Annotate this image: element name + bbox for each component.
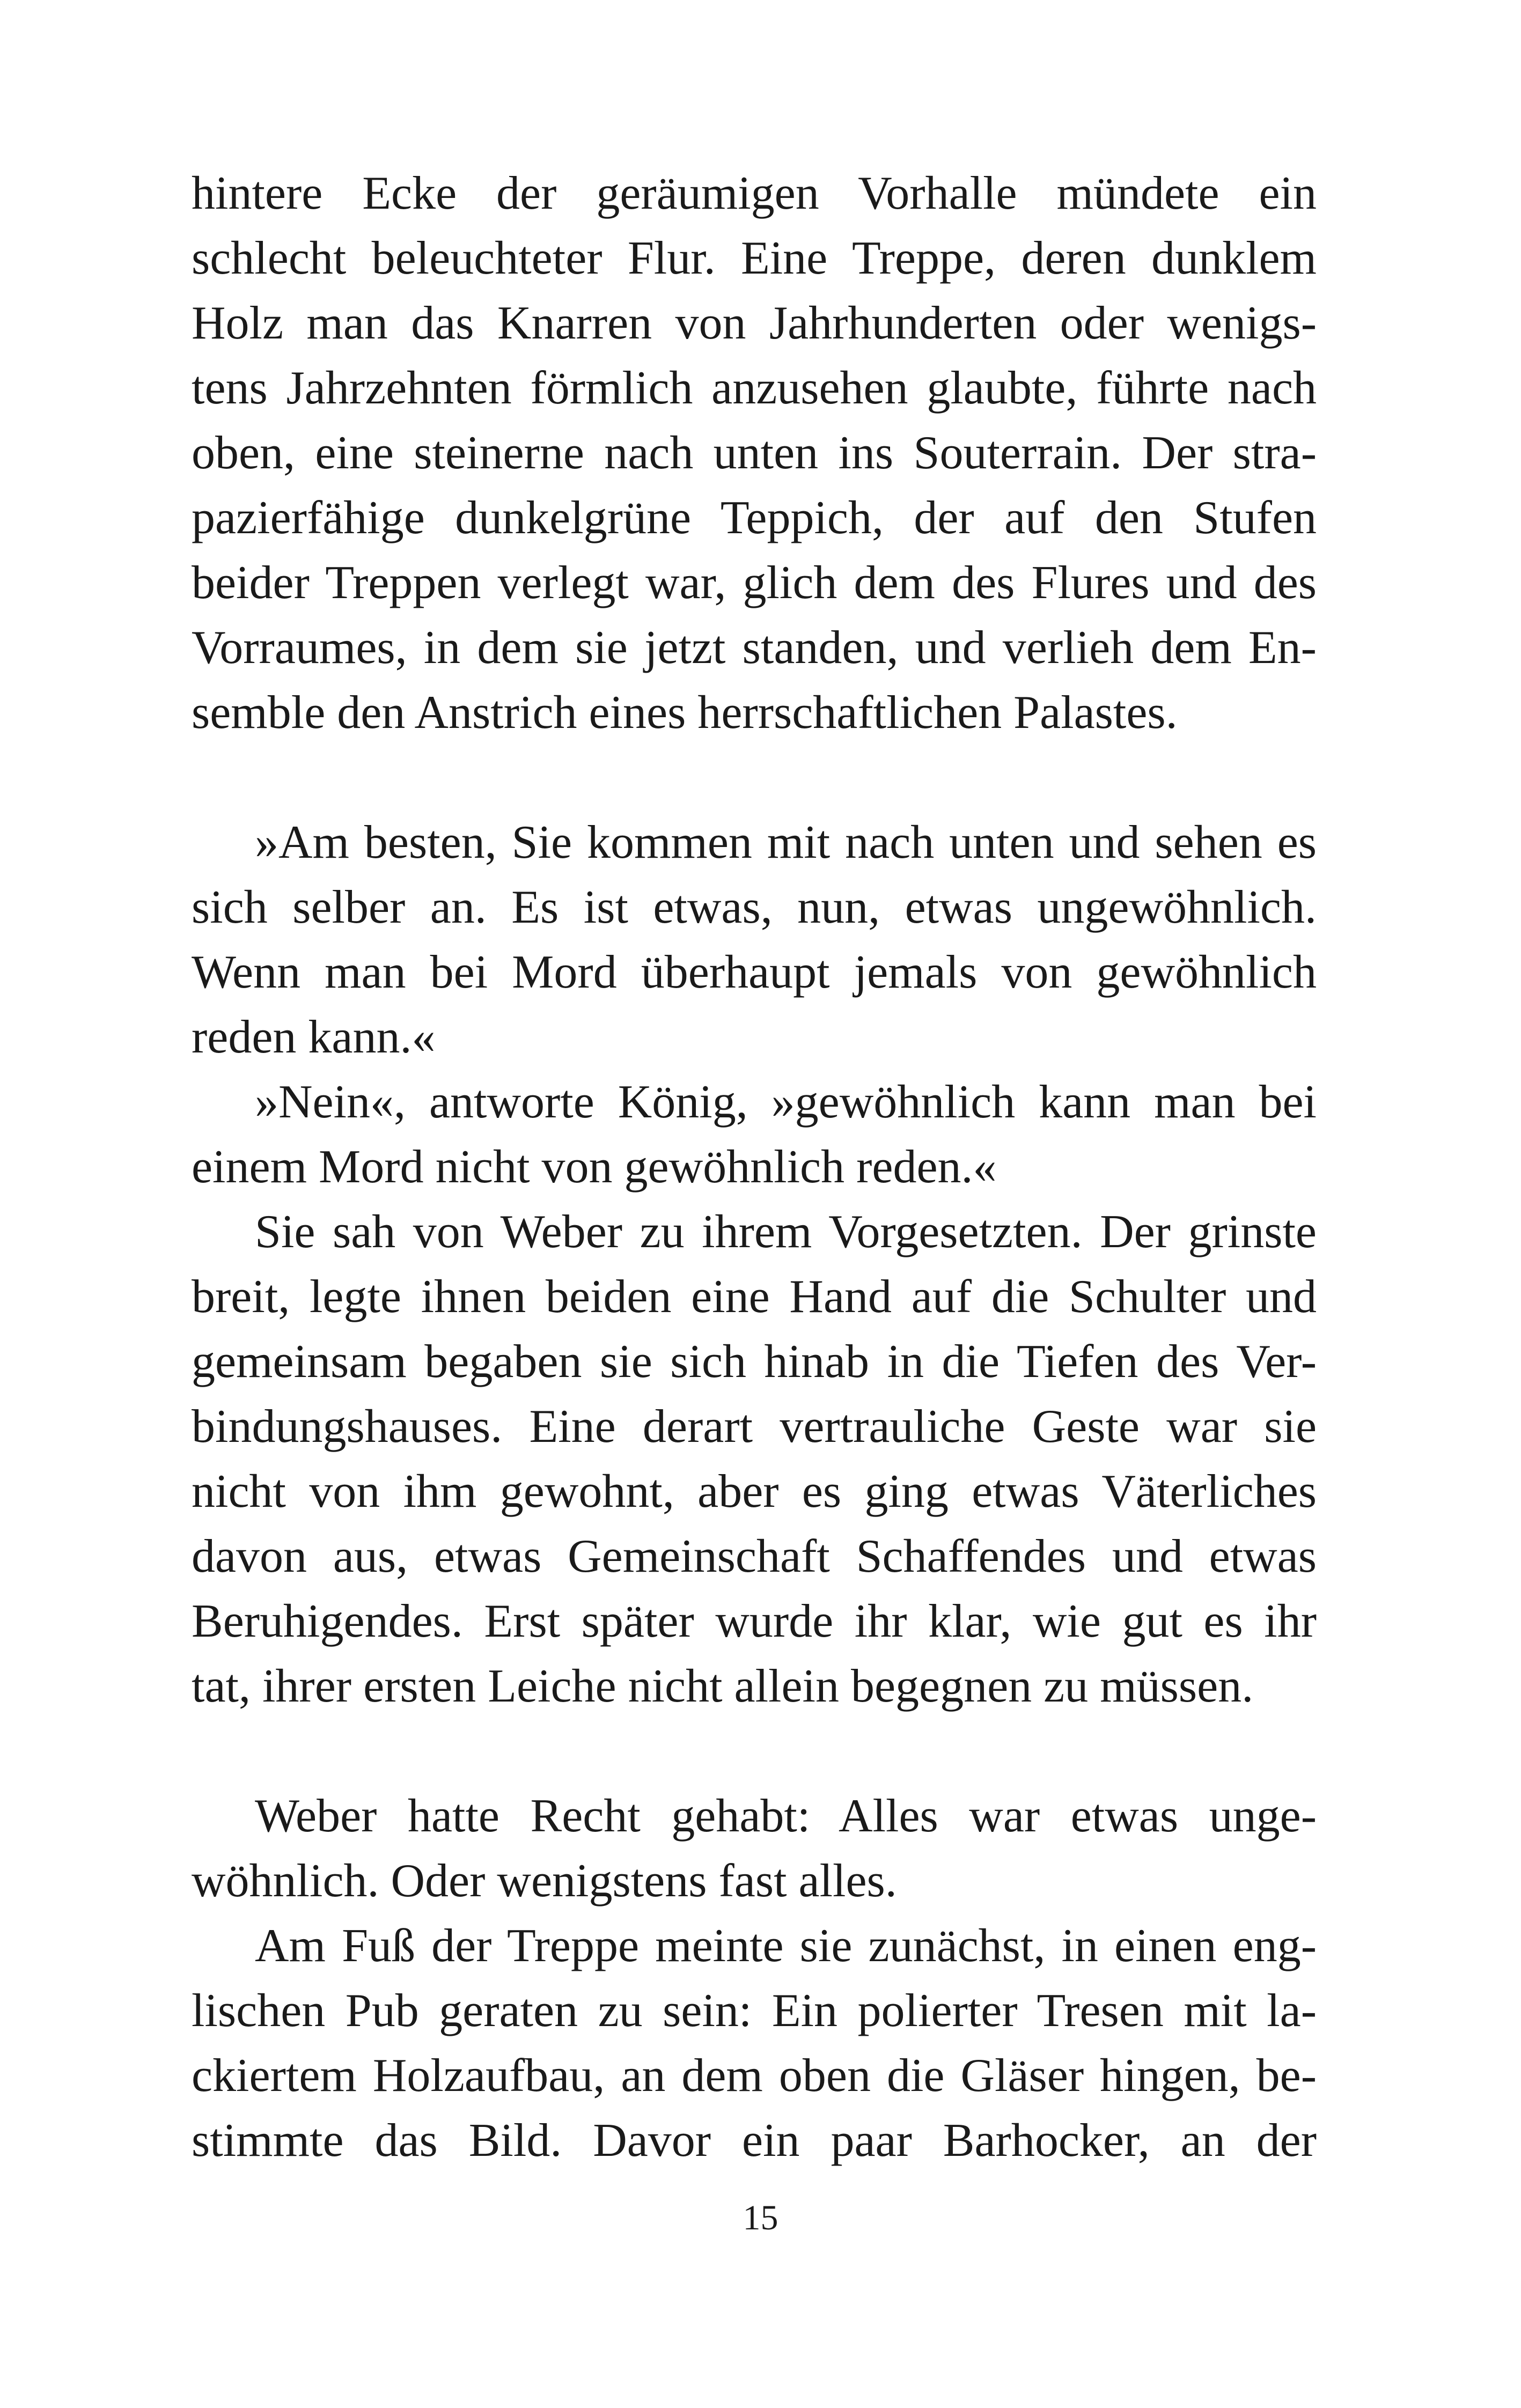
text-line: beider Treppen verlegt war, glich dem des Flures und des	[192, 557, 1317, 609]
text-line: Beruhigendes. Erst später wurde ihr klar, wie gut es ihr	[192, 1595, 1317, 1647]
page-number: 15	[743, 2198, 778, 2237]
section-break	[192, 1719, 1317, 1784]
text-line: wöhnlich. Oder wenigstens fast alles.	[192, 1855, 897, 1907]
text-line: breit, legte ihnen beiden eine Hand auf die Schulter und	[192, 1271, 1317, 1323]
text-line: pazierfähige dunkelgrüne Teppich, der auf den Stufen	[192, 492, 1317, 544]
text-line: Sie sah von Weber zu ihrem Vorgesetzten. Der grinste	[255, 1206, 1317, 1258]
paragraph-3	[192, 1070, 1317, 1199]
section-break	[192, 745, 1317, 810]
text-line: schlecht beleuchteter Flur. Eine Treppe, deren dunklem	[192, 232, 1317, 284]
text-line: gemeinsam begaben sie sich hinab in die Tiefen des Ver-	[192, 1336, 1317, 1388]
paragraph-2	[192, 810, 1317, 1070]
paragraph-6	[192, 1913, 1317, 2173]
paragraph-5	[192, 1784, 1317, 1913]
text-line: ckiertem Holzaufbau, an dem oben die Gläser hingen, be-	[192, 2050, 1317, 2102]
text-line: »Nein«, antworte König, »gewöhnlich kann man bei	[255, 1076, 1317, 1128]
paragraph-4	[192, 1199, 1317, 1719]
text-line: davon aus, etwas Gemeinschaft Schaffendes und etwas	[192, 1530, 1317, 1582]
text-line: tens Jahrzehnten förmlich anzusehen glaubte, führte nach	[192, 362, 1317, 414]
text-line: nicht von ihm gewohnt, aber es ging etwas Väterliches	[192, 1466, 1317, 1518]
text-line: stimmte das Bild. Davor ein paar Barhocker, an der	[192, 2115, 1317, 2167]
text-line: Weber hatte Recht gehabt: Alles war etwas unge-	[255, 1790, 1317, 1842]
text-line: Vorraumes, in dem sie jetzt standen, und verlieh dem En-	[192, 622, 1317, 674]
text-line: Holz man das Knarren von Jahrhunderten oder wenigs-	[192, 297, 1317, 349]
text-line: Wenn man bei Mord überhaupt jemals von gewöhnlich	[192, 946, 1317, 998]
text-line: »Am besten, Sie kommen mit nach unten und sehen es	[255, 816, 1317, 868]
text-line: bindungshauses. Eine derart vertrauliche Geste war sie	[192, 1401, 1317, 1453]
text-line: hintere Ecke der geräumigen Vorhalle mündete ein	[192, 167, 1317, 219]
text-line: Am Fuß der Treppe meinte sie zunächst, in einen eng-	[255, 1920, 1317, 1972]
text-line: tat, ihrer ersten Leiche nicht allein begegnen zu müssen.	[192, 1660, 1254, 1712]
text-line: lischen Pub geraten zu sein: Ein polierter Tresen mit la-	[192, 1985, 1317, 2037]
text-line: oben, eine steinerne nach unten ins Souterrain. Der stra-	[192, 427, 1317, 479]
page-body	[192, 161, 1317, 2173]
text-line: reden kann.«	[192, 1011, 436, 1063]
paragraph-1	[192, 161, 1317, 745]
text-line: semble den Anstrich eines herrschaftlichen Palastes.	[192, 687, 1178, 739]
text-line: sich selber an. Es ist etwas, nun, etwas ungewöhnlich.	[192, 881, 1317, 933]
text-line: einem Mord nicht von gewöhnlich reden.«	[192, 1141, 997, 1193]
